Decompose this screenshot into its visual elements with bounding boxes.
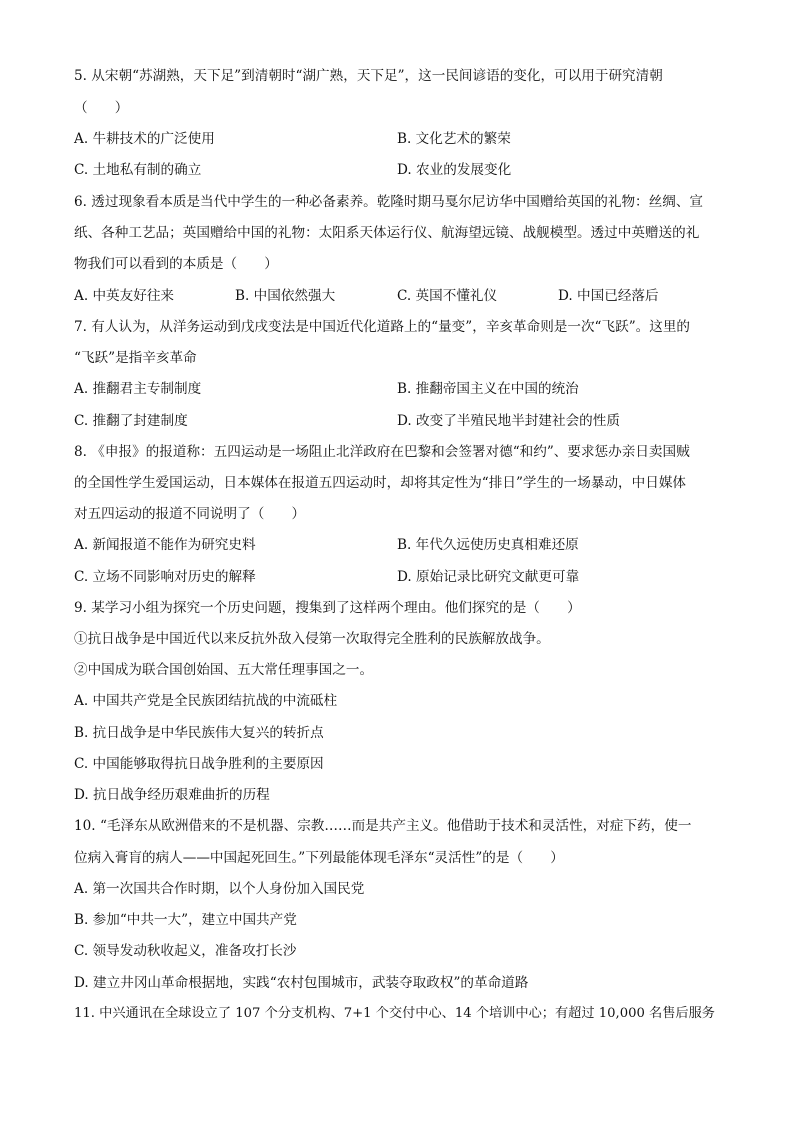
question-9-option-d: D. 抗日战争经历艰难曲折的历程	[74, 787, 270, 803]
question-7-stem-line1: 7. 有人认为，从洋务运动到戊戌变法是中国近代化道路上的“量变”，辛亥革命则是一次“飞跃”。这里的	[74, 319, 691, 335]
question-10-option-d: D. 建立井冈山革命根据地，实践“农村包围城市，武装夺取政权”的革命道路	[74, 975, 529, 991]
question-9-reason-1: ①抗日战争是中国近代以来反抗外敌入侵第一次取得完全胜利的民族解放战争。	[74, 631, 550, 647]
question-10-stem-line2: 位病入膏肓的病人——中国起死回生。”下列最能体现毛泽东“灵活性”的是（ ）	[74, 850, 564, 866]
question-9-option-c: C. 中国能够取得抗日战争胜利的主要原因	[74, 756, 324, 772]
question-8-option-d: D. 原始记录比研究文献更可靠	[397, 569, 580, 585]
question-6-stem-line3: 物我们可以看到的本质是（ ）	[74, 256, 278, 272]
question-7-option-c: C. 推翻了封建制度	[74, 413, 188, 429]
question-10-option-c: C. 领导发动秋收起义，准备攻打长沙	[74, 943, 297, 959]
question-7-stem-line2: “飞跃”是指辛亥革命	[74, 350, 197, 366]
question-6-option-b: B. 中国依然强大	[235, 288, 336, 304]
question-6-stem-line2: 纸、各种工艺品；英国赠给中国的礼物：太阳系天体运行仪、航海望远镜、战舰模型。透过中英赠送的礼	[74, 225, 700, 241]
question-8-stem-line1: 8. 《申报》的报道称：五四运动是一场阻止北洋政府在巴黎和会签署对德“和约”、要求惩办亲日卖国贼	[74, 444, 690, 460]
question-8-stem-line3: 对五四运动的报道不同说明了（ ）	[74, 506, 306, 522]
question-8-option-c: C. 立场不同影响对历史的解释	[74, 569, 256, 585]
question-8-option-a: A. 新闻报道不能作为研究史料	[74, 537, 256, 553]
question-5-stem-line1: 5. 从宋朝“苏湖熟，天下足”到清朝时“湖广熟，天下足”，这一民间谚语的变化，可以用于研究清朝	[74, 68, 663, 84]
question-10-stem-line1: 10. “毛泽东从欧洲借来的不是机器、宗教……而是共产主义。他借助于技术和灵活性，对症下药，使一	[74, 818, 692, 834]
question-5-option-b: B. 文化艺术的繁荣	[397, 131, 511, 147]
question-8-option-b: B. 年代久远使历史真相难还原	[397, 537, 579, 553]
question-11-stem-line1: 11. 中兴通讯在全球设立了 107 个分支机构、7+1 个交付中心、14 个培训中心；有超过 10,000 名售后服务	[74, 1006, 715, 1021]
question-9-reason-2: ②中国成为联合国创始国、五大常任理事国之一。	[74, 662, 374, 678]
question-5-option-c: C. 土地私有制的确立	[74, 162, 202, 178]
question-6-option-a: A. 中英友好往来	[74, 288, 175, 304]
question-7-option-d: D. 改变了半殖民地半封建社会的性质	[397, 413, 620, 429]
question-9-option-a: A. 中国共产党是全民族团结抗战的中流砥柱	[74, 693, 338, 709]
question-6-stem-line1: 6. 透过现象看本质是当代中学生的一种必备素养。乾隆时期马戛尔尼访华中国赠给英国的礼物：丝绸、宣	[74, 194, 704, 210]
question-7-option-b: B. 推翻帝国主义在中国的统治	[397, 381, 579, 397]
question-9-stem-line1: 9. 某学习小组为探究一个历史问题，搜集到了这样两个理由。他们探究的是（ ）	[74, 600, 581, 616]
question-8-stem-line2: 的全国性学生爱国运动，日本媒体在报道五四运动时，却将其定性为“排日”学生的一场暴动，中日媒体	[74, 475, 687, 491]
question-5-option-d: D. 农业的发展变化	[397, 162, 512, 178]
question-5-stem-line2: （ ）	[74, 100, 129, 116]
question-7-option-a: A. 推翻君主专制制度	[74, 381, 202, 397]
question-6-option-c: C. 英国不懂礼仪	[397, 288, 498, 304]
question-9-option-b: B. 抗日战争是中华民族伟大复兴的转折点	[74, 725, 324, 741]
question-10-option-b: B. 参加“中共一大”，建立中国共产党	[74, 912, 297, 928]
question-6-option-d: D. 中国已经落后	[558, 288, 659, 304]
question-5-option-a: A. 牛耕技术的广泛使用	[74, 131, 215, 147]
question-10-option-a: A. 第一次国共合作时期，以个人身份加入国民党	[74, 881, 365, 897]
